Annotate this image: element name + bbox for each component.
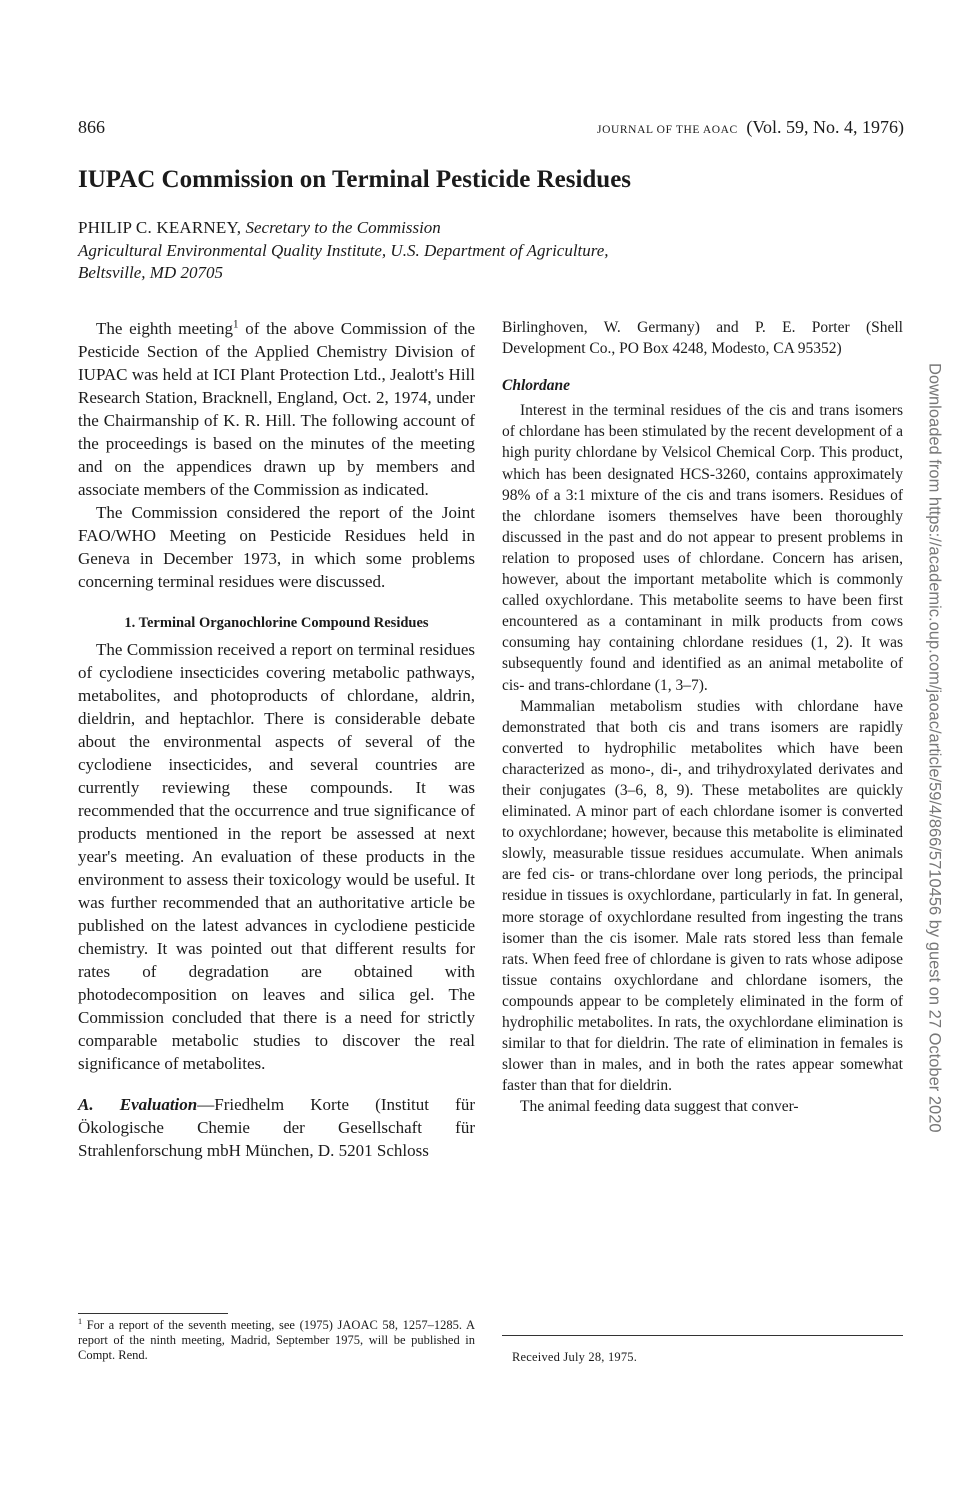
author-name: PHILIP C. KEARNEY, [78,218,242,237]
running-header [516,117,904,138]
chlordane-paragraph-2: Mammalian metabolism studies with chlordane have demonstrated that both cis and trans isomers are rapidly converted to hydrophilic metabolites which have been characterized as mono-, di-, and trihydroxylated derivates and their conjugates (3–6, 8, 9). These metabolites are quickly eliminated. A minor part of each chlordane isomer is converted to oxychlordane; however, because this metabolite is eliminated slowly, measurable tissue residues accumulate. When animals are fed cis- or trans-chlordane over long periods, the principal residue in tissues is oxychlordane, particularly in fat. In general, more storage of oxychlordane resulted from ingesting the trans isomer than the cis isomer. Male rats stored less than female rats. When feed free of chlordane is given to rats whose adipose tissue contains oxychlordane and chlordane isomers, the compounds appear to be completely eliminated in the form of hydrophilic metabolites. In rats, the oxychlordane elimination is similar to that for dieldrin. The rate of elimination in females is slower than in males, and in both the rates appear somewhat faster than that for dieldrin. [502,697,903,1095]
affiliation-line-1: Agricultural Environmental Quality Institute, U.S. Department of Agriculture, [78,240,609,260]
footnote: $^1$ For a report of the seventh meeting, see (1975) JAOAC 58, 1257–1285. A report of the ninth meeting, Madrid, September 1975, will be published in Compt. Rend. [78,1316,475,1362]
footnote-ref[interactable]: 1 [233,318,239,331]
received-date: Received July 28, 1975. [512,1350,638,1364]
intro-paragraph: The eighth meeting$^1$ of the above Commission of the Pesticide Section of the Applied Chemistry Division of IUPAC was held at ICI Plant Protection Ltd., Jealott's Hill Research Station, Bracknell, England, Oct. 2, 1974, under the Chairmanship of K. R. Hill. The following account of the proceedings is based on the minutes of the meeting and on the appendices drawn up by members and associate members of the Commission as indicated. [78,318,475,499]
watermark-text[interactable]: Downloaded from https://academic.oup.com/jaoac/article/59/4/866/5710456 by guest on 27 October 2020 [925,363,944,1133]
footnote-marker: 1 [78,1316,83,1326]
author-block [78,217,609,285]
page-number: 866 [78,117,105,137]
chlordane-paragraph-3: The animal feeding data suggest that conver- [520,1098,799,1116]
section-1-heading: 1. Terminal Organochlorine Compound Residues [124,615,429,631]
right-column [502,317,903,1117]
volume-info: (Vol. 59, No. 4, 1976) [746,117,904,137]
download-watermark [908,363,960,1133]
author-line [78,217,609,240]
article-title: IUPAC Commission on Terminal Pesticide Residues [78,166,632,193]
left-column [78,317,475,1162]
affiliation-line-2: Beltsville, MD 20705 [78,263,223,282]
chlordane-paragraph-1: Interest in the terminal residues of the cis and trans isomers of chlordane has been stimulated by the recent development of a high purity chlordane by Velsicol Chemical Corp. This product, which has been designated HCS-3260, contains approximately 98% of a 3:1 mixture of the cis and trans isomers. Residues of the chlordane isomers themselves have been thoroughly discussed in the past and do not appear to present problems in relation to proposed uses of chlordane. Concern has arisen, however, about the important metabolite which is commonly called oxychlordane. This metabolite seems to have been first encountered as a contaminant in milk products from cows consuming hay containing chlordane residues (1, 2). It was subsequently found and identified as an animal metabolite of cis- and trans-chlordane (1, 3–7). [502,402,903,694]
evaluation-label: A. Evaluation [78,1095,198,1114]
cyclodiene-paragraph: The Commission received a report on terminal residues of cyclodiene insecticides covering metabolic pathways, metabolites, and photoproducts of chlordane, aldrin, dieldrin, and heptachlor. There is considerable debate about the environmental aspects of several of the cyclodiene insecticides, and several countries are currently reviewing these compounds. It was recommended that the occurrence and true significance of products mentioned in the report be assessed at next year's meeting. An evaluation of these products in the environment to assess their toxicology would be useful. It was further recommended that an authoritative article be published on the latest advances in cyclodiene pesticide chemistry. It was pointed out that different results for rates of degradation are obtained with photodecomposition on leaves and silica gel. The Commission concluded that there is a need for strictly comparable metabolic studies to discover the real significance of metabolites. [78,640,475,1073]
author-role: Secretary to the Commission [245,218,441,237]
evaluation-continuation: Birlinghoven, W. Germany) and P. E. Porter (Shell Development Co., PO Box 4248, Modesto, CA 95352) [502,319,903,358]
journal-name: JOURNAL OF THE AOAC [597,124,738,136]
joint-meeting-paragraph: The Commission considered the report of the Joint FAO/WHO Meeting on Pesticide Residues held in Geneva in December 1973, in which some problems concerning terminal residues were discussed. [78,503,475,591]
footnote-rule [78,1313,228,1314]
received-rule [502,1335,903,1336]
chlordane-heading: Chlordane [502,377,571,395]
evaluation-paragraph: A. Evaluation—Friedhelm Korte (Institut für Ökologische Chemie der Gesellschaft für Strahlenforschung mbH München, D. 5201 Schloss [78,1095,475,1160]
